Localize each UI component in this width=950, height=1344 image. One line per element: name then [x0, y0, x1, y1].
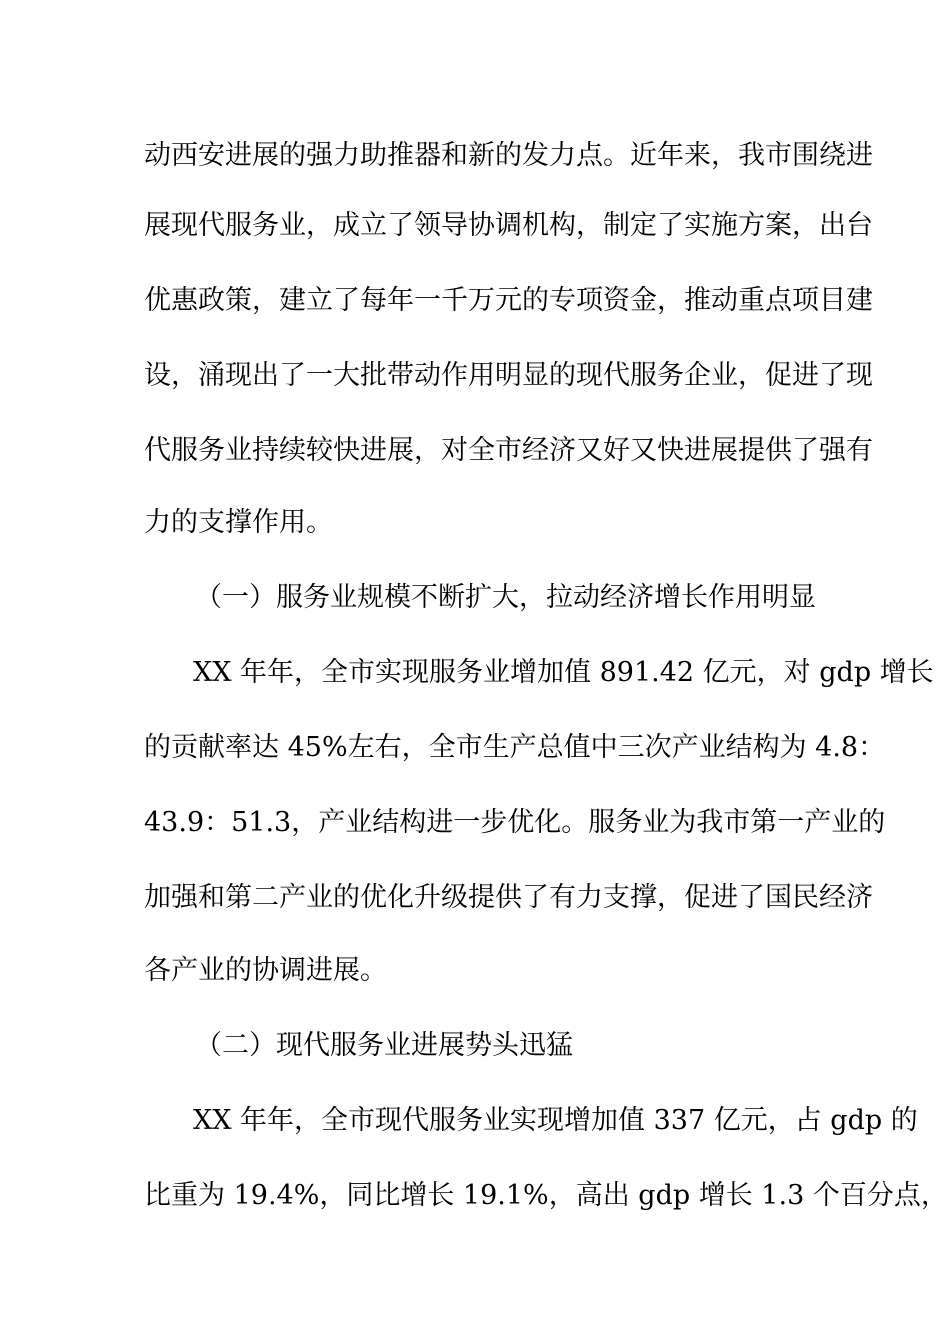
- paragraph-line: 代服务业持续较快进展，对全市经济又好又快进展提供了强有: [144, 435, 873, 466]
- paragraph-line: 各产业的协调进展。: [144, 955, 387, 986]
- paragraph-line: 展现代服务业，成立了领导协调机构，制定了实施方案，出台: [144, 210, 873, 241]
- paragraph-line: 加强和第二产业的优化升级提供了有力支撑，促进了国民经济: [144, 882, 873, 913]
- paragraph-line: 设，涌现出了一大批带动作用明显的现代服务企业，促进了现: [144, 360, 873, 391]
- paragraph-line: 43.9：51.3，产业结构进一步优化。服务业为我市第一产业的: [144, 807, 886, 838]
- paragraph-line: XX 年年，全市现代服务业实现增加值 337 亿元，占 gdp 的: [193, 1105, 918, 1136]
- paragraph-line: 比重为 19.4%，同比增长 19.1%，高出 gdp 增长 1.3 个百分点，: [144, 1180, 948, 1211]
- paragraph-line: 动西安进展的强力助推器和新的发力点。近年来，我市围绕进: [144, 140, 873, 171]
- section-heading-1: （一）服务业规模不断扩大，拉动经济增长作用明显: [195, 582, 816, 613]
- paragraph-line: XX 年年，全市实现服务业增加值 891.42 亿元，对 gdp 增长: [193, 657, 934, 688]
- paragraph-line: 力的支撑作用。: [144, 507, 333, 538]
- paragraph-line: 的贡献率达 45%左右，全市生产总值中三次产业结构为 4.8：: [144, 732, 886, 763]
- section-heading-2: （二）现代服务业进展势头迅猛: [195, 1030, 573, 1061]
- paragraph-line: 优惠政策，建立了每年一千万元的专项资金，推动重点项目建: [144, 285, 873, 316]
